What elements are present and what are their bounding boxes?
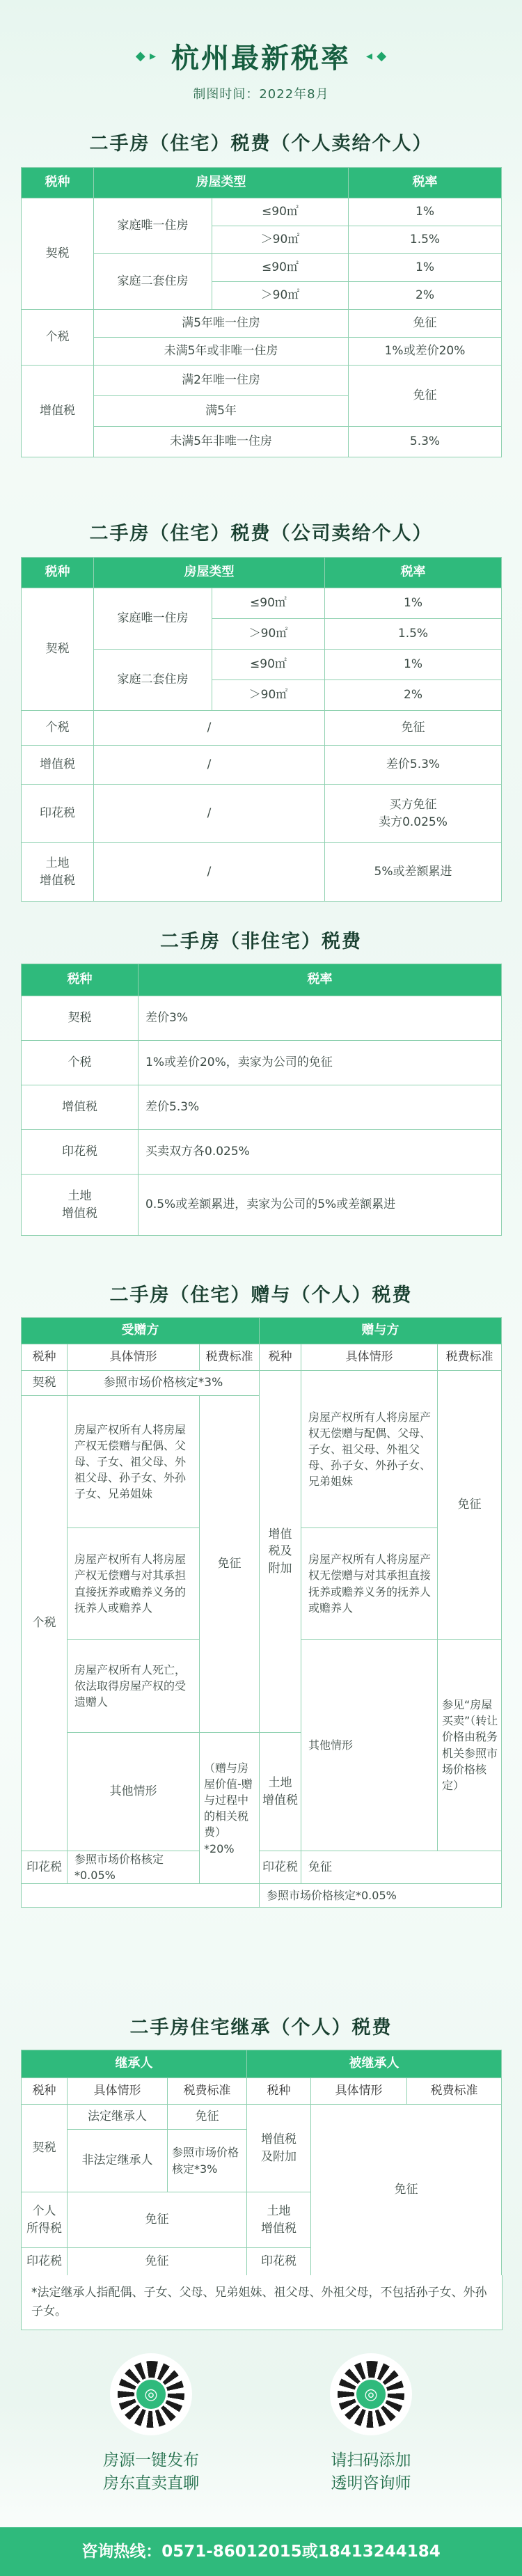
stamp-tax-label: 印花税 (22, 785, 94, 843)
area-le90: ≤90㎡ (212, 254, 349, 282)
slash-cell: / (94, 785, 325, 843)
only-home-label: 家庭唯一住房 (94, 198, 212, 254)
rate-cell: 5%或差额累进 (325, 843, 502, 902)
condition-cell: 满2年唯一住房 (94, 366, 349, 396)
land-vat-line1: 土地 (268, 1775, 292, 1790)
area-le90: ≤90㎡ (212, 650, 325, 680)
col-header-rate: 税率 (139, 964, 502, 996)
recipient-stamp-value: 参照市场价格核定*0.05% (68, 1851, 200, 1884)
deed-tax-label: 契税 (22, 588, 94, 711)
area-gt90: ＞90㎡ (212, 226, 349, 254)
right-decoration-icon: ◂ ◆ (366, 49, 387, 63)
donor-case-2: 房屋产权所有人将房屋产权无偿赠与对其承担直接抚养或赡养义务的抚养人或赡养人 (301, 1528, 438, 1640)
col-header-tax: 税种 (22, 168, 94, 198)
sub-header: 税费标准 (407, 2078, 502, 2105)
legal-heir-value: 免征 (168, 2105, 247, 2130)
left-decoration-icon: ◆ ▸ (135, 49, 156, 63)
slash-cell: / (94, 746, 325, 785)
vat-line1: 增值 (268, 1527, 292, 1541)
condition-cell: 未满5年非唯一住房 (94, 427, 349, 457)
tax-name-cell: 印花税 (22, 1130, 139, 1175)
donor-stamp-label: 印花税 (260, 1851, 301, 1884)
sub-header: 税种 (247, 2078, 311, 2105)
section1-table (21, 167, 502, 457)
condition-cell: 满5年唯一住房 (94, 310, 349, 338)
rate-cell: 买卖双方各0.025% (139, 1130, 502, 1175)
second-home-label: 家庭二套住房 (94, 650, 212, 711)
donor-case-1: 房屋产权所有人将房屋产权无偿赠与配偶、父母、子女、祖父母、外祖父母、孙子女、外孙子女、兄弟姐妹 (301, 1371, 438, 1528)
second-home-label: 家庭二套住房 (94, 254, 212, 310)
logo-icon: ◎ (134, 2378, 168, 2411)
vat-label: 增值税 (22, 366, 94, 457)
col-header-type: 房屋类型 (94, 168, 349, 198)
income-tax-label: 个税 (22, 310, 94, 366)
personal-income-tax-label (22, 2192, 68, 2248)
vat-line2: 及附加 (261, 2149, 296, 2164)
pit-line2: 所得税 (26, 2221, 62, 2236)
sub-header: 税费标准 (438, 1344, 502, 1371)
heir-header: 继承人 (22, 2050, 247, 2078)
buyer-rate: 买方免征 (389, 797, 437, 812)
land-vat-line1: 土地 (45, 856, 70, 870)
donor-free: 免征 (438, 1371, 502, 1640)
recipient-free: 免征 (200, 1396, 260, 1733)
recipient-case-2: 房屋产权所有人将房屋产权无偿赠与对其承担直接抚养或赡养义务的抚养人或赡养人 (68, 1528, 200, 1640)
land-vat-line2: 增值税 (62, 1206, 97, 1220)
non-legal-heir: 非法定继承人 (68, 2130, 168, 2192)
tax-name-cell: 增值税 (22, 1085, 139, 1130)
caption-line: 透明咨询师 (331, 2474, 411, 2493)
deed-tax-label: 契税 (22, 2105, 68, 2192)
donor-other-value: 参见“房屋买卖”（转让价格由税务机关参照市场价格核定） (438, 1640, 502, 1851)
land-vat-line2: 增值税 (262, 1793, 298, 1807)
rate-cell: 1% (325, 650, 502, 680)
tax-name-cell: 契税 (22, 996, 139, 1041)
page-title-text: 杭州最新税率 (171, 42, 351, 74)
section2-title: 二手房（住宅）税费（公司卖给个人） (89, 523, 433, 544)
rate-cell: 参照市场价格核定*3% (68, 1371, 260, 1396)
section3-title: 二手房（非住宅）税费 (160, 931, 362, 952)
section4-title: 二手房（住宅）赠与（个人）税费 (109, 1285, 413, 1306)
deed-tax-label: 契税 (22, 1371, 68, 1396)
header (0, 0, 522, 102)
rate-cell: 差价3% (139, 996, 502, 1041)
rate-cell: 免征 (349, 310, 502, 338)
decedent-stamp-label: 印花税 (247, 2248, 311, 2276)
condition-cell: 满5年 (94, 396, 349, 427)
stamp-tax-label: 印花税 (22, 2248, 68, 2276)
sub-header: 税费标准 (168, 2078, 247, 2105)
land-vat-line1: 土地 (68, 1188, 92, 1203)
decedent-vat-label (247, 2105, 311, 2192)
rate-cell: 2% (349, 282, 502, 310)
donor-other-label: 其他情形 (301, 1640, 438, 1851)
recipient-case-1: 房屋产权所有人将房屋产权无偿赠与配偶、父母、子女、祖父母、外祖父母、孙子女、外孙子女、兄弟姐妹 (68, 1396, 200, 1528)
rate-cell: 免征 (325, 711, 502, 746)
vat-label: 增值税 (22, 746, 94, 785)
stamp-tax-value: 免征 (68, 2248, 247, 2276)
section5-table (21, 2050, 502, 2276)
sub-header: 税费标准 (200, 1344, 260, 1371)
rate-cell: 1.5% (325, 619, 502, 650)
slash-cell: / (94, 843, 325, 902)
land-vat-line2: 增值税 (261, 2221, 296, 2236)
seller-rate: 卖方0.025% (379, 815, 448, 829)
recipient-other-label: 其他情形 (68, 1733, 200, 1851)
area-gt90: ＞90㎡ (212, 619, 325, 650)
rate-cell: 2% (325, 680, 502, 711)
qr-pattern (338, 2361, 404, 2428)
section2-table (21, 557, 502, 902)
area-gt90: ＞90㎡ (212, 680, 325, 711)
legal-heir: 法定继承人 (68, 2105, 168, 2130)
income-tax-label: 个税 (22, 1396, 68, 1851)
vat-line2: 税及 (268, 1544, 292, 1559)
section5-title: 二手房住宅继承（个人）税费 (129, 2017, 393, 2039)
sub-header: 具体情形 (301, 1344, 438, 1371)
col-header-rate: 税率 (325, 558, 502, 588)
spacer-cell (22, 1884, 260, 1908)
rate-cell: 0.5%或差额累进，卖家为公司的5%或差额累进 (139, 1175, 502, 1236)
decedent-header: 被继承人 (247, 2050, 502, 2078)
tax-name-cell (22, 1175, 139, 1236)
caption-line: 房源一键发布 (103, 2451, 199, 2469)
stamp-tax-label: 印花税 (22, 1851, 68, 1884)
income-tax-label: 个税 (22, 711, 94, 746)
decedent-free: 免征 (311, 2105, 502, 2276)
rate-cell: 1% (349, 198, 502, 226)
caption-line: 房东直卖直聊 (103, 2474, 199, 2493)
sub-header: 税种 (22, 2078, 68, 2105)
donor-land-vat-value: 免征 (301, 1851, 502, 1884)
rate-cell: 1%或差价20% (349, 338, 502, 366)
hotline-footer[interactable]: 咨询热线：0571-86012015或18413244184 (0, 2527, 522, 2576)
qr-code-left[interactable] (110, 2353, 192, 2435)
col-header-tax: 税种 (22, 558, 94, 588)
logo-icon: ◎ (354, 2378, 388, 2411)
sub-header: 税种 (260, 1344, 301, 1371)
rate-cell: 差价5.3% (139, 1085, 502, 1130)
rate-cell: 1%或差价20%，卖家为公司的免征 (139, 1041, 502, 1085)
recipient-other-value: （赠与房屋价值-赠与过程中的相关税费）*20% (200, 1733, 260, 1884)
section1-title: 二手房（住宅）税费（个人卖给个人） (89, 133, 433, 155)
recipient-header: 受赠方 (22, 1318, 260, 1344)
deed-tax-label: 契税 (22, 198, 94, 310)
area-le90: ≤90㎡ (212, 588, 325, 619)
col-header-type: 房屋类型 (94, 558, 325, 588)
decedent-land-vat-label (247, 2192, 311, 2248)
rate-cell: 1% (349, 254, 502, 282)
donor-stamp-value: 参照市场价格核定*0.05% (260, 1884, 502, 1908)
donor-vat-label (260, 1371, 301, 1733)
page-title (136, 36, 386, 76)
qr-caption-left (61, 2449, 242, 2496)
footnote: *法定继承人指配偶、子女、父母、兄弟姐妹、祖父母、外祖父母，不包括孙子女、外孙子女。 (21, 2275, 503, 2330)
recipient-case-3: 房屋产权所有人死亡，依法取得房屋产权的受遗赠人 (68, 1640, 200, 1733)
land-vat-line1: 土地 (267, 2204, 291, 2218)
land-vat-label (22, 843, 94, 902)
qr-code-right[interactable] (330, 2353, 412, 2435)
land-vat-line2: 增值税 (40, 873, 75, 888)
col-header-rate: 税率 (349, 168, 502, 198)
slash-cell: / (94, 711, 325, 746)
chart-date: 制图时间：2022年8月 (193, 87, 329, 102)
donor-header: 赠与方 (260, 1318, 502, 1344)
vat-line1: 增值税 (261, 2132, 296, 2146)
rate-cell: 1% (325, 588, 502, 619)
sub-header: 具体情形 (68, 1344, 200, 1371)
pit-line1: 个人 (32, 2204, 56, 2218)
rate-cell: 差价5.3% (325, 746, 502, 785)
rate-cell: 5.3% (349, 427, 502, 457)
donor-land-vat-label (260, 1733, 301, 1851)
non-legal-heir-value: 参照市场价格核定*3% (168, 2130, 247, 2192)
qr-pattern (118, 2361, 184, 2428)
section3-table (21, 964, 502, 1236)
caption-line: 请扫码添加 (331, 2451, 411, 2469)
qr-caption-right (280, 2449, 461, 2496)
col-header-tax: 税种 (22, 964, 139, 996)
rate-cell (325, 785, 502, 843)
rate-cell: 1.5% (349, 226, 502, 254)
sub-header: 具体情形 (311, 2078, 407, 2105)
sub-header: 税种 (22, 1344, 68, 1371)
only-home-label: 家庭唯一住房 (94, 588, 212, 650)
vat-line3: 附加 (268, 1561, 292, 1576)
area-le90: ≤90㎡ (212, 198, 349, 226)
rate-cell: 免征 (349, 366, 502, 427)
personal-income-tax-value: 免征 (68, 2192, 247, 2248)
section4-table (21, 1317, 502, 1908)
tax-name-cell: 个税 (22, 1041, 139, 1085)
condition-cell: 未满5年或非唯一住房 (94, 338, 349, 366)
area-gt90: ＞90㎡ (212, 282, 349, 310)
sub-header: 具体情形 (68, 2078, 168, 2105)
